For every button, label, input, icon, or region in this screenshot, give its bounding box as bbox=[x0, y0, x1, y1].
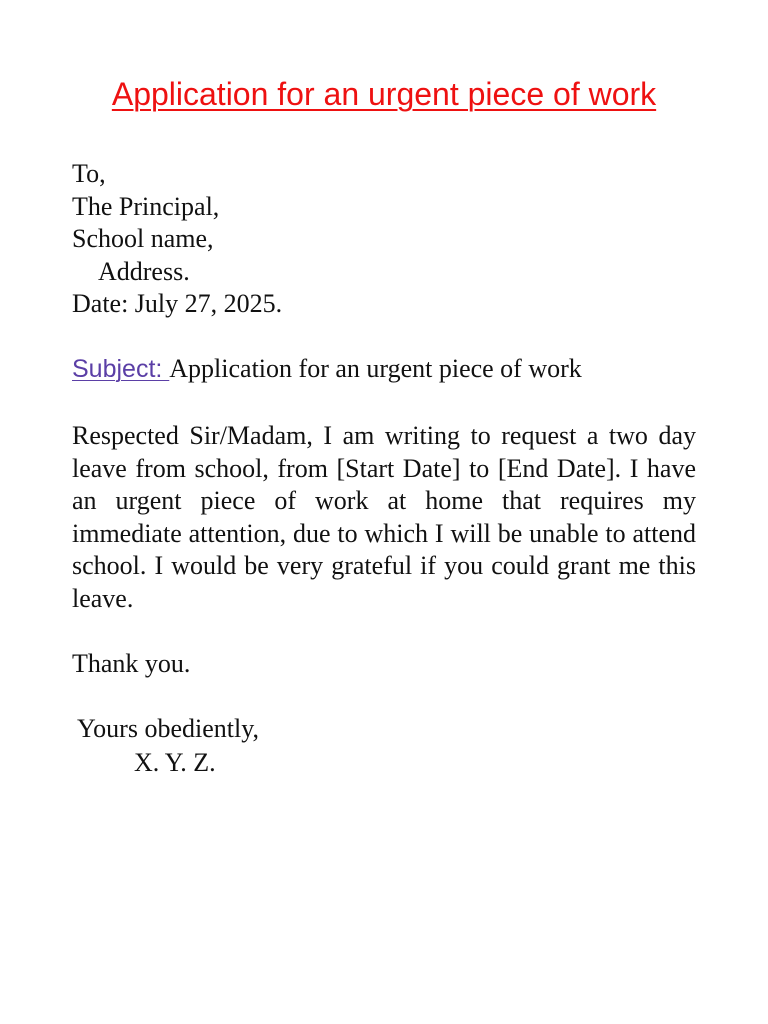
letter-body: Respected Sir/Madam, I am writing to request a two day leave from school, from [Start Date] to [End Date]. I have an urgent piece of work at home that requires my immediate attention, due to which I will be unable to attend school. I would be very grateful if you could grant me this leave. bbox=[72, 421, 696, 613]
signature: X. Y. Z. bbox=[134, 748, 216, 777]
letter-date: Date: July 27, 2025. bbox=[72, 289, 283, 318]
closing-line: Yours obediently, bbox=[77, 714, 260, 743]
address-to: To, bbox=[72, 159, 106, 188]
subject-line bbox=[72, 352, 582, 386]
subject-label: Subject: bbox=[72, 355, 170, 383]
address-block bbox=[72, 158, 282, 321]
address-school: School name, bbox=[72, 224, 214, 253]
subject-text: Application for an urgent piece of work bbox=[169, 354, 582, 383]
address-line: Address. bbox=[98, 256, 190, 286]
letter-title: Application for an urgent piece of work bbox=[111, 76, 657, 112]
thanks-line: Thank you. bbox=[72, 649, 191, 678]
address-recipient: The Principal, bbox=[72, 191, 220, 221]
